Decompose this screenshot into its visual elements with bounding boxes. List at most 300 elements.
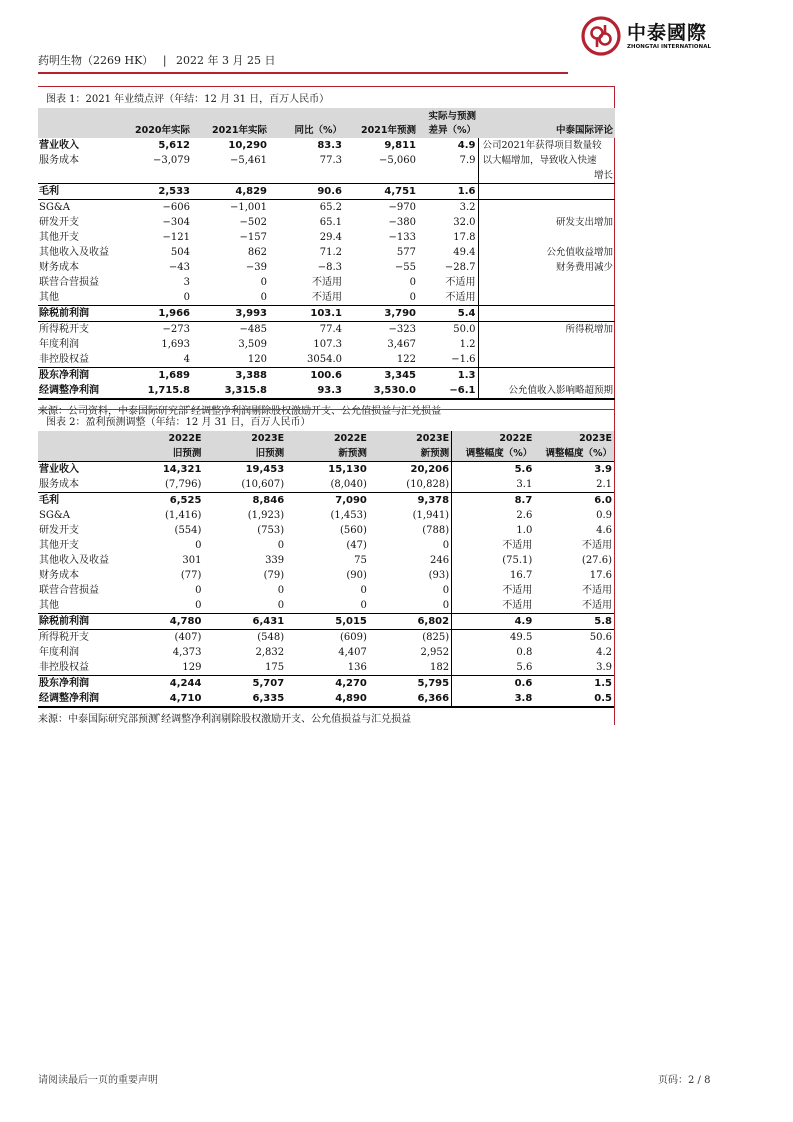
row-label: 经调整净利润 (38, 691, 121, 707)
table-cell: 不适用 (582, 600, 612, 611)
table-cell: −43 (168, 262, 190, 273)
comment-cell: 以大幅增加，导致收入快速 (478, 153, 615, 168)
table-cell: 3.9 (596, 662, 612, 673)
table-cell: 0 (360, 585, 367, 596)
table-row (38, 138, 615, 153)
table-row (38, 168, 615, 184)
comment-cell: 公司2021年获得项目数量较 (478, 138, 615, 153)
table-row (38, 508, 614, 523)
table-cell: 50.6 (534, 630, 614, 646)
company-name: 药明生物（2269 HK） (38, 54, 154, 67)
figure-1-title: 图表 1：2021 年业绩点评（年结：12 月 31 日，百万人民币） (46, 94, 330, 105)
header-separator: | (162, 54, 167, 67)
table-cell: (1,416) (165, 510, 202, 521)
row-label: 财务成本 (39, 262, 79, 273)
row-label: 除税前利润 (38, 306, 118, 322)
table-cell: 71.2 (319, 247, 342, 258)
table-cell: 1,689 (118, 368, 192, 384)
table-cell: (47) (346, 540, 367, 551)
table-cell: 77.3 (319, 155, 342, 166)
table-cell: −485 (192, 322, 269, 338)
table-cell: 2.1 (596, 479, 612, 490)
col-header: 2023E (369, 431, 452, 446)
table-cell: 不适用 (445, 277, 476, 288)
table-cell: 不适用 (452, 598, 535, 614)
table-cell: 0 (195, 585, 202, 596)
row-label: SG&A (39, 510, 70, 521)
table-cell: 不适用 (582, 540, 612, 551)
table-cell: −157 (239, 232, 267, 243)
table-cell: 9,378 (369, 493, 452, 509)
table-cell: −273 (118, 322, 192, 338)
table-cell: 2.6 (452, 508, 535, 523)
comment-cell (478, 368, 615, 384)
table-cell: 90.6 (269, 184, 344, 200)
row-label: SG&A (38, 200, 118, 216)
table-row (38, 200, 615, 216)
table-row (38, 153, 615, 168)
comment-cell (478, 352, 615, 368)
row-label: 联营合营损益 (39, 277, 99, 288)
zhongtai-logo (581, 16, 711, 56)
table-cell: (560) (339, 525, 367, 536)
table-cell: 49.4 (453, 247, 476, 258)
table-row (38, 383, 615, 399)
table-cell: (10,607) (241, 479, 285, 490)
row-label: 财务成本 (39, 570, 79, 581)
col-header: 2023E (534, 431, 614, 446)
table-cell: −3,079 (152, 155, 190, 166)
row-label: 经调整净利润 (38, 383, 118, 399)
table-cell: 0 (442, 540, 450, 551)
table-row (38, 660, 614, 676)
table-cell: 5.4 (418, 306, 478, 322)
table-cell: 100.6 (269, 368, 344, 384)
row-label: 股东净利润 (38, 368, 118, 384)
table-cell: 4,829 (192, 184, 269, 200)
table-row (38, 676, 614, 692)
table-cell: 1.6 (418, 184, 478, 200)
table-cell: 0.5 (534, 691, 614, 707)
table-cell (118, 168, 192, 184)
table-cell: 1,693 (161, 339, 190, 350)
table-cell: 1.3 (418, 368, 478, 384)
col-header: 调整幅度（%） (534, 446, 614, 462)
figure-2 (38, 409, 615, 725)
table-cell: (8,040) (330, 479, 367, 490)
comment-cell: 公允值收益增加 (478, 245, 615, 260)
table-row (38, 352, 615, 368)
table-cell: 32.0 (453, 217, 476, 228)
comment-cell (478, 230, 615, 245)
col-header (418, 108, 478, 138)
table-cell: 6,431 (203, 614, 286, 630)
table-cell: 103.1 (269, 306, 344, 322)
table-cell: 246 (430, 555, 450, 566)
row-label: 研发开支 (39, 525, 79, 536)
table-cell: 9,811 (384, 140, 416, 151)
table-cell: (825) (369, 630, 452, 646)
table-cell: 0 (277, 540, 285, 551)
table-cell: 0 (277, 585, 285, 596)
figure-2-title: 图表 2：盈利预测调整（年结：12 月 31 日，百万人民币） (46, 417, 311, 428)
comment-cell: 财务费用减少 (478, 260, 615, 275)
table-row (38, 368, 615, 384)
table-row (38, 583, 614, 598)
table-cell: 16.7 (452, 568, 535, 583)
table-cell: 0 (195, 540, 202, 551)
table-cell: 120 (247, 354, 267, 365)
table-header-row (38, 108, 615, 138)
col-header-line: 实际与预测 (428, 111, 476, 122)
table-cell: 4.2 (596, 647, 612, 658)
table-cell: (27.6) (581, 555, 612, 566)
table-cell: −606 (118, 200, 192, 216)
table-cell: 93.3 (269, 383, 344, 399)
table-cell: 1,715.8 (118, 383, 192, 399)
table-cell: 3,509 (238, 339, 267, 350)
table-cell: 50.0 (418, 322, 478, 338)
table-cell: (788) (422, 525, 450, 536)
table-cell: −55 (394, 262, 416, 273)
table-cell: (7,796) (165, 479, 202, 490)
col-header: 旧预测 (203, 446, 286, 462)
table-cell: 4,407 (338, 647, 367, 658)
table-cell: 15,130 (286, 462, 369, 478)
table-row (38, 462, 614, 478)
table-cell: −39 (245, 262, 267, 273)
table-cell: 136 (347, 662, 367, 673)
table-cell: (1,941) (412, 510, 450, 521)
table-cell: 4.9 (457, 140, 476, 151)
table-cell: 3,993 (192, 306, 269, 322)
table-cell: 301 (182, 555, 202, 566)
zhongtai-logo-icon (581, 16, 621, 56)
table-cell: 129 (182, 662, 202, 673)
table-cell: 504 (170, 247, 190, 258)
table-row (38, 260, 615, 275)
table-cell: −304 (162, 217, 190, 228)
table-cell: 不适用 (312, 292, 342, 303)
comment-cell (478, 184, 615, 200)
row-label: 其他开支 (39, 232, 79, 243)
forecast-revision-table (38, 431, 614, 708)
table-cell: −502 (239, 217, 267, 228)
table-row (38, 477, 614, 493)
table-cell: 0 (442, 585, 450, 596)
table-cell: 175 (265, 662, 285, 673)
table-cell: 0 (260, 277, 267, 288)
table-cell: 77.4 (269, 322, 344, 338)
row-label: 研发开支 (39, 217, 79, 228)
table-cell: 3,467 (387, 339, 416, 350)
comment-cell (478, 275, 615, 290)
table-cell: 17.6 (589, 570, 612, 581)
table-cell: 29.4 (319, 232, 342, 243)
row-label: 其他 (39, 292, 59, 303)
table-cell: 3.1 (452, 477, 535, 493)
table-cell: 5,015 (286, 614, 369, 630)
table-cell: 不适用 (582, 585, 612, 596)
table-cell: 75 (354, 555, 367, 566)
table-cell: 6,802 (369, 614, 452, 630)
table-cell: (554) (174, 525, 202, 536)
table-cell: −1.6 (451, 354, 476, 365)
comment-cell (478, 306, 615, 322)
comment-cell: 公允值收入影响略超预期 (478, 383, 615, 399)
table-cell: (93) (428, 570, 450, 581)
footer-disclaimer: 请阅读最后一页的重要声明 (38, 1075, 158, 1086)
table-row (38, 614, 614, 630)
table-cell: 0.9 (596, 510, 612, 521)
table-cell: 4,373 (172, 647, 202, 658)
table-cell: 339 (265, 555, 285, 566)
comment-cell (478, 290, 615, 306)
table-cell (418, 168, 478, 184)
table-row (38, 645, 614, 660)
col-header: 2022E (452, 431, 535, 446)
table-cell: 1,966 (118, 306, 192, 322)
table-row (38, 493, 614, 509)
table-cell: 182 (430, 662, 450, 673)
table-cell: (609) (286, 630, 369, 646)
table-cell: 0 (409, 292, 416, 303)
col-header-line: 差异（%） (428, 125, 476, 136)
logo-english-name: ZHONGTAI INTERNATIONAL (627, 44, 712, 50)
page-number: 页码：2 / 8 (658, 1075, 711, 1086)
comment-cell (478, 337, 615, 352)
table-cell: 1.2 (459, 339, 476, 350)
row-label: 非控股权益 (39, 662, 89, 673)
row-label: 联营合营损益 (39, 585, 99, 596)
table-row (38, 538, 614, 553)
comment-cell (478, 200, 615, 216)
logo-chinese-name: 中泰國際 (627, 22, 708, 44)
table-cell: (407) (121, 630, 204, 646)
table-row (38, 337, 615, 352)
table-cell: 0 (442, 600, 450, 611)
table-row (38, 215, 615, 230)
row-label: 服务成本 (39, 155, 79, 166)
table-row (38, 691, 614, 707)
table-row (38, 275, 615, 290)
row-label: 营业收入 (39, 140, 79, 151)
table-row (38, 230, 615, 245)
col-header: 2022E (286, 431, 369, 446)
table-cell: (90) (346, 570, 367, 581)
table-cell: −5,060 (378, 155, 416, 166)
comment-cell: 增长 (478, 168, 615, 184)
table-row (38, 290, 615, 306)
figure-1-source: 来源：公司资料，中泰国际研究部 ̂经调整净利润剔除股权激励开支、公允值损益与汇兑损益 (38, 406, 442, 417)
table-row (38, 245, 615, 260)
table-cell (192, 168, 269, 184)
row-label: 毛利 (38, 184, 118, 200)
table-cell: 6.0 (534, 493, 614, 509)
table-cell: −380 (388, 217, 416, 228)
col-header: 2021年预测 (344, 108, 418, 138)
table-cell: 8.7 (452, 493, 535, 509)
table-cell: 8,846 (203, 493, 286, 509)
table-cell: (10,828) (406, 479, 450, 490)
table-cell: 3054.0 (307, 354, 342, 365)
table-cell: 0 (195, 600, 202, 611)
table-cell: (77) (180, 570, 202, 581)
table-cell: 2,832 (255, 647, 285, 658)
table-cell: 6,366 (369, 691, 452, 707)
table-cell: 862 (247, 247, 267, 258)
table-cell: 4,751 (344, 184, 418, 200)
table-cell: 3,790 (344, 306, 418, 322)
table-cell: −28.7 (444, 262, 476, 273)
report-header (38, 52, 276, 68)
table-cell: 3.9 (534, 462, 614, 478)
table-cell: 0 (409, 277, 416, 288)
row-label: 所得税开支 (38, 630, 121, 646)
row-label: 年度利润 (39, 339, 79, 350)
row-label: 服务成本 (39, 479, 79, 490)
table-row (38, 630, 614, 646)
table-cell: 3,315.8 (192, 383, 269, 399)
table-cell: 2,533 (118, 184, 192, 200)
table-cell: −121 (162, 232, 190, 243)
table-cell: 4,270 (286, 676, 369, 692)
col-header: 调整幅度（%） (452, 446, 535, 462)
col-header: 2022E (121, 431, 204, 446)
table-cell: 5.6 (452, 660, 535, 676)
table-cell (344, 168, 418, 184)
table-cell: 4,710 (121, 691, 204, 707)
table-cell: 不适用 (312, 277, 342, 288)
col-header: 新预测 (369, 446, 452, 462)
table-cell: 0.8 (452, 645, 535, 660)
table-row (38, 568, 614, 583)
table-cell: (753) (257, 525, 285, 536)
table-cell (269, 168, 344, 184)
table-cell: 5,612 (158, 140, 190, 151)
col-header: 2023E (203, 431, 286, 446)
table-cell: −133 (388, 232, 416, 243)
table-cell: 14,321 (121, 462, 204, 478)
row-label: 非控股权益 (39, 354, 89, 365)
row-label: 年度利润 (39, 647, 79, 658)
table-cell: 20,206 (369, 462, 452, 478)
table-row (38, 184, 615, 200)
figure-1 (38, 86, 615, 417)
table-cell: 107.3 (313, 339, 342, 350)
table-row (38, 523, 614, 538)
comment-cell: 研发支出增加 (478, 215, 615, 230)
table-header-row (38, 446, 614, 462)
table-cell: 不适用 (452, 583, 535, 598)
table-cell: −5,461 (229, 155, 267, 166)
table-cell: 0.6 (452, 676, 535, 692)
figure-2-source: 来源：中泰国际研究部预测 ̂经调整净利润剔除股权激励开支、公允值损益与汇兑损益 (38, 714, 412, 725)
table-cell: −323 (344, 322, 418, 338)
table-cell: 6,525 (121, 493, 204, 509)
table-cell: (75.1) (452, 553, 535, 568)
table-cell: 577 (396, 247, 416, 258)
header-divider (38, 72, 568, 74)
table-cell: 4,890 (286, 691, 369, 707)
table-row (38, 553, 614, 568)
table-cell: (79) (263, 570, 285, 581)
table-cell: 3,388 (192, 368, 269, 384)
row-label: 除税前利润 (38, 614, 121, 630)
table-cell: 5,795 (369, 676, 452, 692)
table-cell: 7.9 (459, 155, 476, 166)
table-cell: 65.2 (269, 200, 344, 216)
table-cell: 不适用 (445, 292, 476, 303)
col-header-comment: 中泰国际评论 (478, 108, 615, 138)
table-cell: 0 (360, 600, 367, 611)
row-label: 股东净利润 (38, 676, 121, 692)
table-cell: 0 (277, 600, 285, 611)
col-header: 2021年实际 (192, 108, 269, 138)
table-cell: 4,780 (121, 614, 204, 630)
row-label: 其他收入及收益 (39, 555, 109, 566)
table-cell: (1,923) (247, 510, 285, 521)
table-cell: 3.8 (452, 691, 535, 707)
table-cell: 122 (396, 354, 416, 365)
table-cell: −8.3 (317, 262, 342, 273)
table-cell: 3,530.0 (344, 383, 418, 399)
row-label: 其他 (39, 600, 59, 611)
col-header: 旧预测 (121, 446, 204, 462)
results-review-table (38, 108, 615, 400)
table-row (38, 322, 615, 338)
table-cell: 5,707 (203, 676, 286, 692)
comment-cell: 所得税增加 (478, 322, 615, 338)
table-cell: 2,952 (420, 647, 450, 658)
row-label: 所得税开支 (38, 322, 118, 338)
table-cell: 65.1 (319, 217, 342, 228)
table-cell: 17.8 (453, 232, 476, 243)
table-cell: 83.3 (317, 140, 342, 151)
row-label (38, 168, 118, 184)
table-cell: 4,244 (121, 676, 204, 692)
table-cell: 1.0 (452, 523, 535, 538)
row-label: 毛利 (38, 493, 121, 509)
col-header: 2020年实际 (118, 108, 192, 138)
table-row (38, 306, 615, 322)
table-cell: 3,345 (344, 368, 418, 384)
table-cell: 49.5 (452, 630, 535, 646)
table-cell: (1,453) (330, 510, 367, 521)
table-cell: 3.2 (418, 200, 478, 216)
table-cell: −970 (344, 200, 418, 216)
table-cell: 10,290 (228, 140, 267, 151)
table-cell: 1.5 (534, 676, 614, 692)
col-header: 同比（%） (269, 108, 344, 138)
table-row (38, 598, 614, 614)
table-cell: 5.6 (452, 462, 535, 478)
col-header: 新预测 (286, 446, 369, 462)
table-cell: 0 (183, 292, 190, 303)
table-cell: 7,090 (286, 493, 369, 509)
table-cell: 6,335 (203, 691, 286, 707)
table-header-row (38, 431, 614, 446)
table-cell: (548) (203, 630, 286, 646)
table-cell: 4 (183, 354, 190, 365)
table-cell: −1,001 (192, 200, 269, 216)
table-cell: 3 (183, 277, 190, 288)
table-cell: 不适用 (452, 538, 535, 553)
table-cell: −6.1 (418, 383, 478, 399)
table-cell: 0 (260, 292, 267, 303)
row-label: 营业收入 (38, 462, 121, 478)
row-label: 其他收入及收益 (39, 247, 109, 258)
